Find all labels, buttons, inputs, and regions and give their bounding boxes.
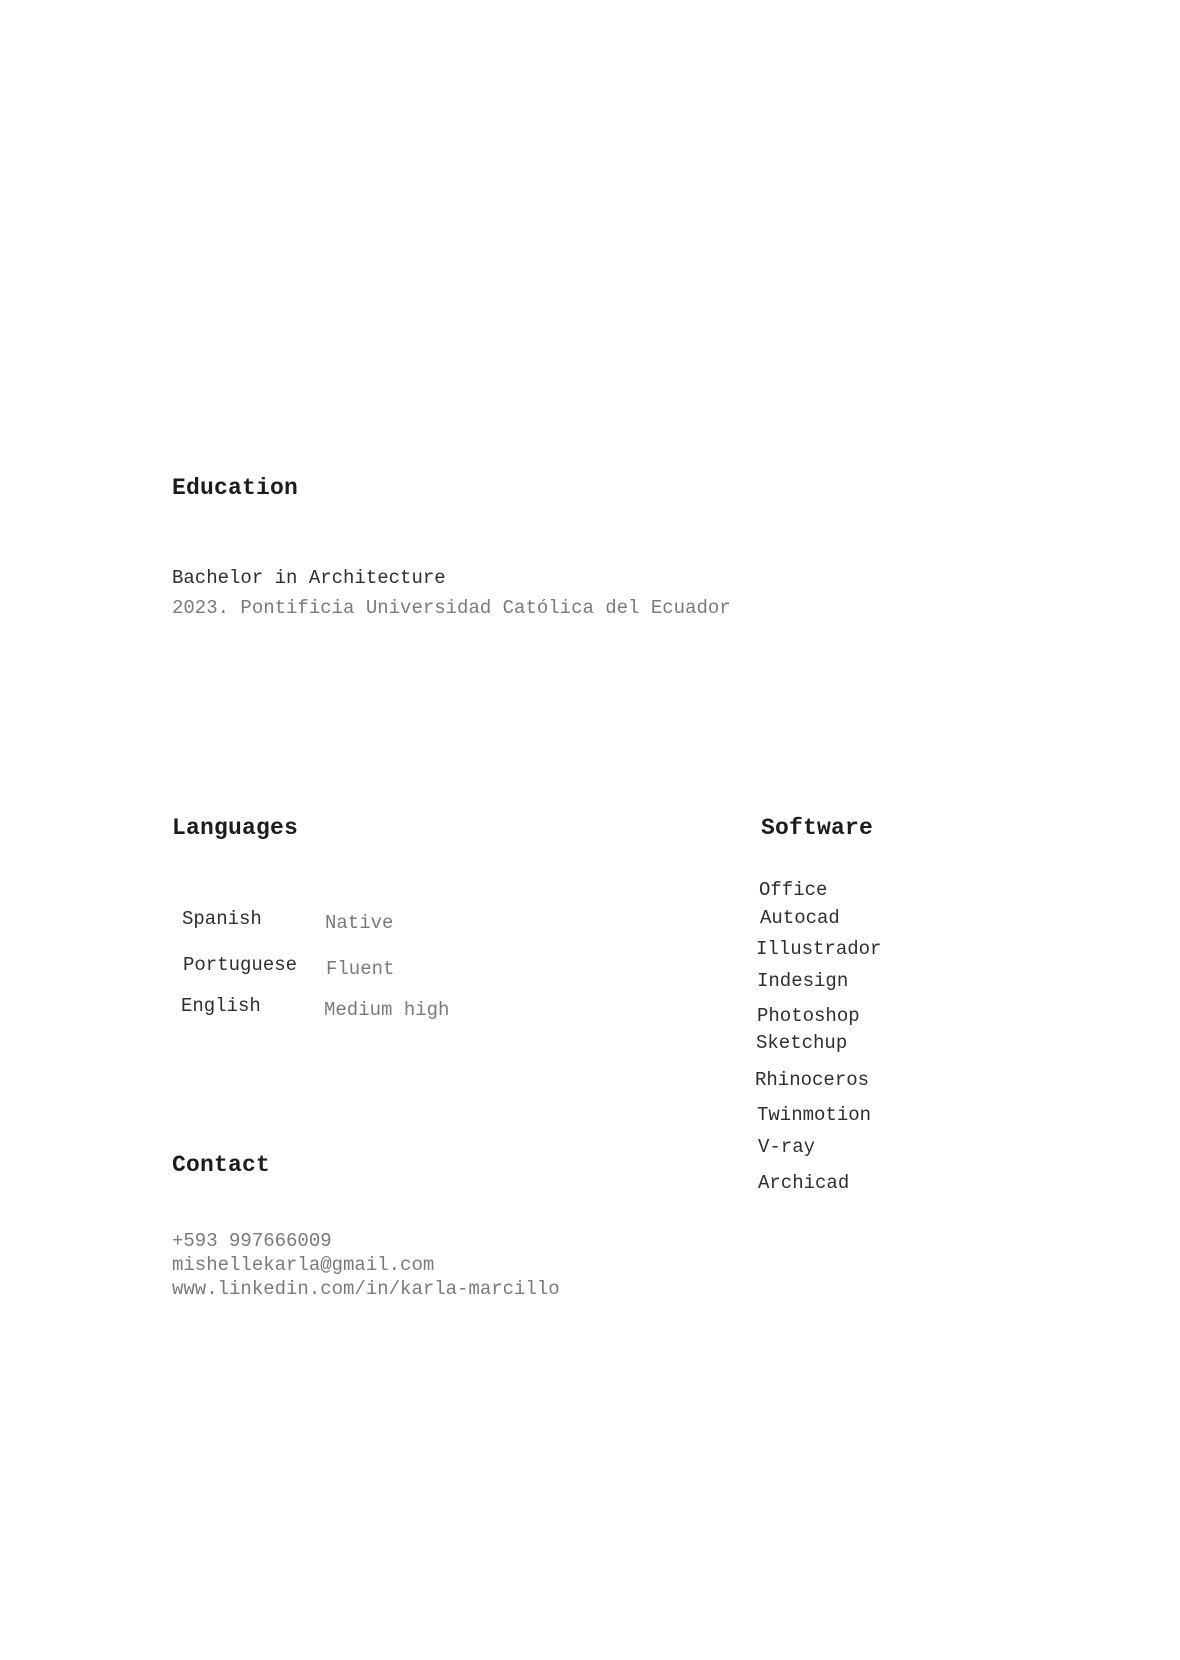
contact-linkedin[interactable]: www.linkedin.com/in/karla-marcillo bbox=[172, 1278, 560, 1300]
software-item: Sketchup bbox=[756, 1032, 848, 1054]
language-name: Portuguese bbox=[183, 954, 298, 976]
software-item: Archicad bbox=[758, 1172, 850, 1194]
language-level: Medium high bbox=[324, 999, 450, 1021]
language-name: Spanish bbox=[182, 908, 262, 930]
education-degree: Bachelor in Architecture bbox=[172, 567, 446, 589]
education-detail: 2023. Pontificia Universidad Católica del Ecuador bbox=[172, 597, 731, 619]
software-item: Autocad bbox=[760, 907, 840, 929]
language-name: English bbox=[181, 995, 261, 1017]
contact-heading: Contact bbox=[172, 1152, 271, 1178]
contact-email[interactable]: mishellekarla@gmail.com bbox=[172, 1254, 435, 1276]
software-item: Photoshop bbox=[757, 1005, 860, 1027]
languages-heading: Languages bbox=[172, 815, 299, 841]
contact-phone: +593 997666009 bbox=[172, 1230, 332, 1252]
software-item: Twinmotion bbox=[757, 1104, 872, 1126]
software-item: Indesign bbox=[757, 970, 849, 992]
software-item: Illustrador bbox=[756, 938, 882, 960]
language-level: Fluent bbox=[326, 958, 395, 980]
software-heading: Software bbox=[761, 815, 874, 841]
software-item: Rhinoceros bbox=[755, 1069, 870, 1091]
language-level: Native bbox=[325, 912, 394, 934]
education-heading: Education bbox=[172, 475, 299, 501]
software-item: Office bbox=[759, 879, 828, 901]
software-item: V-ray bbox=[758, 1136, 816, 1158]
